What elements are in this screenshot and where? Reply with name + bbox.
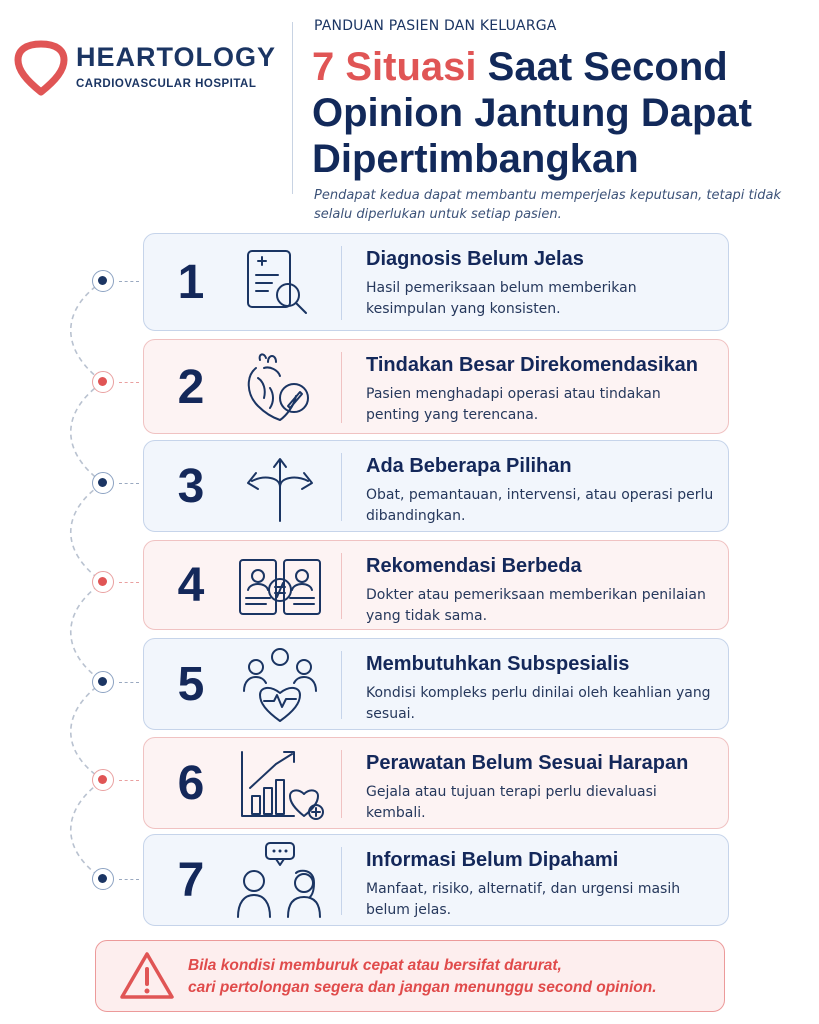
situation-description: Manfaat, risiko, alternatif, dan urgensi masih belum jelas. [366,881,681,918]
situation-title: Membutuhkan Subspesialis [366,653,630,675]
situation-number: 2 [177,361,205,414]
conversation-icon [236,841,324,921]
card-separator [341,750,342,818]
timeline-dot [92,371,114,393]
situation-description: Gejala atau tujuan terapi perlu dievaluasi kembali. [366,784,657,821]
title-accent: 7 Situasi [312,45,477,89]
situation-description: Pasien menghadapi operasi atau tindakan penting yang terencana. [366,386,661,423]
timeline-dot [92,769,114,791]
situation-number: 4 [177,559,205,612]
situation-title: Perawatan Belum Sesuai Harapan [366,752,689,774]
situation-card [143,834,729,926]
title-rest: Saat Second Opinion Jantung Dapat Dipertimbangkan [312,45,752,181]
situation-card [143,339,729,434]
card-separator [341,651,342,719]
situation-card [143,440,729,532]
warning-triangle-icon [118,949,176,1003]
situation-description: Obat, pemantauan, intervensi, atau operasi perlu dibandingkan. [366,487,714,524]
timeline-dot [92,571,114,593]
timeline-dot [92,671,114,693]
timeline-dash [119,582,139,583]
page-subtitle: Pendapat kedua dapat membantu memperjelas keputusan, tetapi tidak selalu diperlukan untuk setiap pasien. [314,188,781,222]
situation-number: 1 [177,256,205,309]
emergency-warning [95,940,725,1012]
situation-description: Hasil pemeriksaan belum memberikan kesimpulan yang konsisten. [366,280,637,317]
situation-number: 5 [177,658,205,711]
situation-card [143,233,729,331]
situation-card [143,638,729,730]
warning-line-1: Bila kondisi memburuk cepat atau bersifat darurat, [188,957,562,974]
situation-title: Tindakan Besar Direkomendasikan [366,354,698,376]
card-separator [341,246,342,320]
timeline-dash [119,879,139,880]
timeline-dot [92,868,114,890]
timeline-dash [119,382,139,383]
timeline-dash [119,682,139,683]
situation-title: Informasi Belum Dipahami [366,849,619,871]
situation-title: Ada Beberapa Pilihan [366,455,572,477]
timeline-dash [119,281,139,282]
chart-heart-plus-icon [236,744,324,824]
timeline-dash [119,483,139,484]
timeline-dot [92,270,114,292]
heart-scalpel-icon [236,348,324,428]
situation-description: Dokter atau pemeriksaan memberikan penilaian yang tidak sama. [366,587,706,624]
situation-title: Rekomendasi Berbeda [366,555,582,577]
brand-name: HEARTOLOGY [76,42,277,72]
document-search-icon [236,243,324,323]
situation-number: 3 [177,460,205,513]
situation-number: 7 [177,854,205,907]
warning-text [188,955,657,999]
eyebrow-label: PANDUAN PASIEN DAN KELUARGA [314,18,557,34]
card-separator [341,453,342,521]
situation-number: 6 [177,757,205,810]
brand-tagline: CARDIOVASCULAR HOSPITAL [76,78,257,90]
situation-card [143,737,729,829]
card-separator [341,553,342,619]
situation-title: Diagnosis Belum Jelas [366,248,584,270]
warning-line-2: cari pertolongan segera dan jangan menunggu second opinion. [188,979,657,996]
timeline-dot [92,472,114,494]
branching-arrows-icon [236,447,324,527]
card-separator [341,352,342,423]
situation-card [143,540,729,630]
not-equal-reports-icon [236,546,324,626]
specialist-team-heart-icon [236,645,324,725]
situation-description: Kondisi kompleks perlu dinilai oleh keahlian yang sesuai. [366,685,711,722]
timeline-dash [119,780,139,781]
card-separator [341,847,342,915]
